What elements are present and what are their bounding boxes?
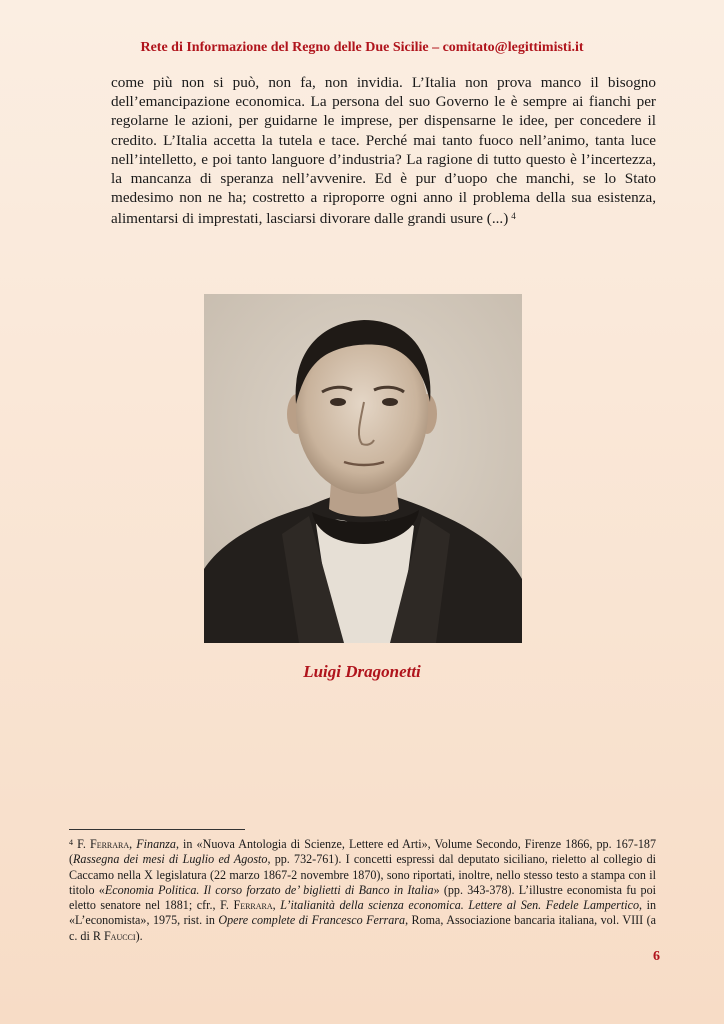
figure-caption: Luigi Dragonetti xyxy=(303,662,421,681)
portrait-illustration xyxy=(204,294,522,643)
footnote-reference[interactable]: 4 xyxy=(511,211,516,222)
fn-seg4-post: , in «L’economista», 1975, rist. in xyxy=(69,898,656,928)
fn-seg1-sep: , xyxy=(129,837,137,851)
fn-seg6-post: ). xyxy=(135,928,143,943)
fn-seg1-post: , in «Nuova Antologia di Scienze, Lettere ed Arti», Volume Secondo, Firenze 1866, pp. 167-187 ( xyxy=(69,837,656,867)
fn-seg2-post: , pp. 732-761). I concetti espressi dal deputato siciliano, rieletto al collegio di Caccamo nella X legislatura (22 marzo 1867-2 novembre 1870), sono riportati, inoltre, nello stesso testo a stampa con il titolo « xyxy=(69,852,656,897)
footnote-number: 4 xyxy=(69,838,73,847)
fn-title-economia-politica: Economia Politica. Il corso forzato de’ biglietti di Banco in Italia xyxy=(104,882,434,897)
paragraph-text: come più non si può, non fa, non invidia. L’Italia non prova manco il bisogno dell’emancipazione economica. La persona del suo Governo le è sempre ai fianchi per regolarne le azioni, per guidarne le imprese, per dispensarne le idee, per concedere il credito. L’Italia accetta la tutela e tace. Perché mai tanto fuoco nell’animo, tanta luce nell’intelletto, e poi tanto languore d’industria? La ragione di tutto questo è l’incertezza, la mancanza di speranza nell’avvenire. Ed è pur d’uopo che manchi, se lo Stato medesimo non ne ha; costretto a riproporre ogni anno il problema della sua esistenza, alimentarsi di imprestati, lasciarsi divorare dalle grandi usure (...) xyxy=(111,74,656,228)
portrait-photo xyxy=(204,294,522,643)
fn-title-finanza: Finanza xyxy=(136,837,176,851)
page-number: 6 xyxy=(653,949,660,964)
fn-title-rassegna: Rassegna dei mesi di Luglio ed Agosto xyxy=(73,852,268,867)
fn-editor-faucci: Faucci xyxy=(103,928,136,943)
running-header: Rete di Informazione del Regno delle Due Sicilie – comitato@legittimisti.it xyxy=(140,40,584,55)
fn-title-italianita: L’italianità della scienza economica. Lettere al Sen. Fedele Lampertico xyxy=(280,898,639,913)
footnote-divider xyxy=(69,829,245,830)
fn-author-ferrara-2: Ferrara xyxy=(233,898,273,913)
fn-seg4-sep: , xyxy=(272,898,281,913)
body-paragraph xyxy=(111,73,656,229)
fn-seg1-pre: F. xyxy=(77,837,90,851)
fn-seg5-post: , Roma, Associazione bancaria italiana, vol. VIII (a c. di R xyxy=(69,913,657,943)
footnote xyxy=(69,835,656,944)
fn-title-opere: Opere complete di Francesco Ferrara xyxy=(218,913,406,928)
fn-author-ferrara: Ferrara xyxy=(89,837,130,851)
fn-seg3-post: » (pp. 343-378). L’illustre economista fu poi eletto senatore nel 1881; cfr., F. xyxy=(69,882,656,913)
